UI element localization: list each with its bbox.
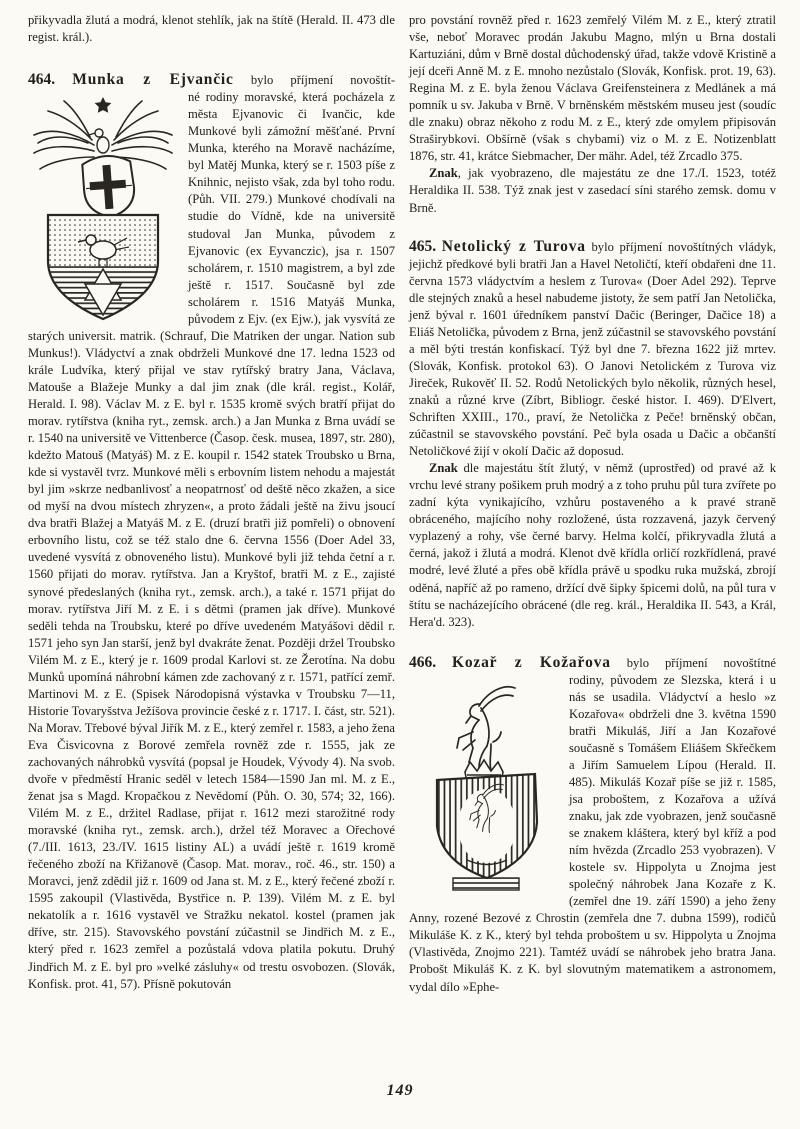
entry-464-title: Munka z Ejvančic — [72, 71, 234, 89]
left-column — [28, 12, 395, 996]
munka-coat-of-arms-drawing — [28, 93, 178, 323]
right-column — [409, 12, 776, 996]
entry-466-title: Kozař z Kožařova — [452, 653, 611, 671]
pedestal-base — [453, 878, 519, 890]
page-number: 149 — [386, 1082, 414, 1099]
jousting-helm — [82, 154, 136, 218]
kozar-coat-of-arms-drawing — [409, 676, 559, 896]
entry-464-body: né rodiny moravské, která pocházela z města Ejvanovic či Ivančic, kde Munkové byli zámožní měšťané. První Munka, kterého na Moravě nacházíme, byl Matěj Munka, který se r. 1503 píše z Knihnic, nejisto však, zda byl toho rodu. (Půh. VII. 279.) Munkové chodívali na studie do Vídně, kde na universitě studoval Jan Munka, původem z Ejvanovic (ex Eyvanczic), jsa r. 1507 scholárem, r. 1510 magistrem, a byl zde ještě r. 1517. Současně byl zde scholárem r. 1516 Matyáš Munka, původem z Ejv. (ex Ejw.), jak vysvítá ze starých universit. matrik. (Schrauf, Die Matriken der ungar. Nation sub Munkus!). Vládyctví a znak obdrželi Munkové dne 17. ledna 1523 od krále Ludvíka, který přijal ve stav rytířský bratry Jana, Václava, Matouše a Blažeje Munky a dal jim znak (dle král. regist., Kolář, Herald. I. 98). Václav M. z E. byl r. 1535 kromě svých bratří přijat do morav. rytířstva (kniha ryt., zemsk. arch.) a Jan Munka z Brna uvádí se r. 1540 na universitě ve Vittenberce (Časop. česk. musea, 1897, str. 280), kdežto Matouš (Matyáš) M. z E. koupil r. 1542 statek Troubsko u Brna, kde si vystavěl tvrz. Munkové měli s erbovním listem nehodu a majestát byl jim »skrze nedbanlivosť a neopatrnosť od deště něco zkažen, a sice od myší na dvou místech zhryzen«, a proto žádali ještě na živu jsoucí dva bratři Blažej a Matyáš M. z E. (druzí bratři již pomřeli) o obnovení erbovního listu, což se též stalo dne 6. června 1556 (Doer Adel 33, uvedené vysvítá z obnoveného listu). Munkové byli již tehda četní a r. 1560 přijati do morav. rytířstva. Jan a Kryštof, bratři M. z E., zajisté synové předeslaných (kniha ryt., zemsk. arch.), a také r. 1571 přijat do morav. rytířstva Jiří M. z E. i s dětmi (pramen jak dříve). Munkové seděli tehda na Troubsku, které po dříve uvedeném Matyášovi dědil r. 1571 jeho syn Jan starší, jenž byl dvakráte ženat. Později držel Troubsko Vilém M. z E., který je r. 1609 prodal Karlovi st. ze Žerotína. Na dobu Munků upomíná náhrobní kámen zde zachovaný z r. 1571, patřící zemř. Martinovi M. z E. (Spisek Národopisná výstavka v Troubsku 7—11, Historie Tovaryšstva Ježíšova provincie české z r. 1717. I. část, str. 521). Na Morav. Třebové býval Jiřík M. z E., který zemřel r. 1583, a jeho žena Eva Čisvicovna z Borové zemřela rovněž zde r. 1555, jak ze zachovaných náhrobků vysvítá (popsal je Houdek, Vývody 4). Na svob. dvoře v předměstí Hranic seděl v letech 1584—1590 Jan ml. M. z E., ženat jsa s Magd. Kropačkou z Nevědomí (Půh. O. 30, 574; 32, 166). Vilém M. z E., držitel Radlase, přijat r. 1612 mezi starožitné rody moravské (kniha ryt., zemsk. arch.), držel též Moravec a Ořechové (7./III. 1613, 23./IV. 1615 listiny AL) a uvádí ještě r. 1619 kromě řečeného zboží na Křižanově (Časop. Mat. morav., roč. 46., str. 150) a Moravci, jenž zdědil již r. 1609 od Jana st. M. z E., který řečené zboží r. 1595 zakoupil (Vlastivěda, Bystřice n. P. 139). Vilém M. z E. byl nekatolík a r. 1616 vystavěl ve Stražku nekatol. kostel (pramen jak dříve, str. 215). Stavovského povstání zúčastnil se Jindřich M. z E., který před r. 1623 zemřel a pozůstalá vdova platila pokutu. Druhý Jindřich M. z E. byl pro »velké zásluhy« od trestu osvobozen. (Slovák, Konfisk. prot. 41, 57). Přísně pokutován — [28, 90, 395, 991]
continuation-paragraph-right: pro povstání rovněž před r. 1623 zemřelý Vilém M. z E., který ztratil vše, neboť Moravec prodán Jakubu Magno, mlýn u Brna dostali Kartuziáni, dům v Brně dostal důchodenský úřad, takže vdově Kristině a její dceři Anně M. z E. mnoho nezůstalo (Slovák, Konfisk. prot. 19, 63). Regina M. z E. byla ženou Václava Greifensteinera z Medlánek a má pomník u sv. Jakuba v Brně. V brněnském městském museu jest (soudíc dle znaku) obraz někoho z rodu M. z E., který zde omylem připisován Straširybkovi. Obšírně (však s chybami) viz o M. z E. Notizenblatt 1876, str. 41, krátce Siebmacher, Der mähr. Adel, též Zrcadlo 375. — [409, 13, 776, 164]
znak-464-paragraph — [409, 165, 776, 216]
munka-coat-of-arms-illustration — [28, 93, 178, 323]
kozar-coat-of-arms-illustration — [409, 676, 559, 896]
entry-466-number: 466. — [409, 653, 437, 671]
entry-466-body: rodiny, původem ze Slezska, která i u nás se usadila. Vládyctví a heslo »z Kozařova« obdrželi dne 3. května 1590 bratři Mikuláš, Jiří a Jan Kozařové současně s Tomášem Eliášem Skřečkem a Jiřím Samuelem Lípou (Herald. II. 485). Mikuláš Kozař píše se již r. 1585, jsa proboštem, z Kozařova a užívá znaku, jak zde vyobrazen, jenž současně se znakem kláštera, který byl kříž a pod ním hvězda (Zrcadlo 253 vyobrazen). V kostele sv. Hippolyta u Znojma jest společný náhrobek Jana Kozaře z K. (zemřel dne 19. září 1590) a jeho ženy Anny, rozené Bezové z Chrostin (zemřela dne 7. dubna 1599), rodičů Mikuláše K. z K., který byl tehda proboštem u sv. Hippolyta u Znojma (Vlastivěda, Znojmo 221). Tamtéž uvádí se náhrobek jeho bratra Jana. Probošt Mikuláš K. z K. byl slovutným matematikem a astronomem, vydal dílo »Ephe- — [409, 672, 776, 994]
crest-star — [95, 97, 112, 113]
znak-465-text: dle majestátu štít žlutý, v němž (uprostřed) od pravé až k vrchu levé strany pošikem pruh modrý a z toho pruhu půl tura zvířete po zadní kýta vynikajícího, vzhůru postaveného a k pravé straně obráceného, majícího nohy rozložené, ústa rozzavená, jazyk červený vyplazený a rohy, vše černé barvy. Helma kolčí, přikryvadla žlutá a černá, jakož i žlutá a modrá. Klenot dvě křídla orličí rozkřídlená, pravé modré, levé žluté a přes obě křídla právě u spodku ruka mužská, zbrojí oděná, napříč až po rameno, držící dvě šipky špicemi dolů, na půl tura v štítu se nacházejícího obrácené (dle reg. král., Heraldika II. 543, a Král, Hera'd. 323). — [409, 461, 776, 629]
entry-466-body-block — [409, 672, 776, 996]
crest-bird — [89, 129, 109, 153]
entry-465-paragraph — [409, 239, 776, 461]
znak-465-label: Znak — [429, 461, 458, 476]
entry-465-title: Netolický z Turova — [441, 237, 586, 255]
entry-464-number: 464. — [28, 71, 56, 89]
entry-466-heading — [409, 655, 776, 672]
znak-464-text: , jak vyobrazeno, dle majestátu ze dne 17./I. 1523, totéž Heraldika II. 538. Týž znak jest v zasedací síni starého zemsk. domu v Brně. — [409, 166, 776, 215]
continuation-paragraph-left: přikyvadla žlutá a modrá, klenot stehlík, jak na štítě (Herald. II. 473 dle regist. král.). — [28, 13, 395, 45]
entry-466-head-text: bylo příjmení novoštítné — [626, 655, 776, 670]
entry-464-head-text: bylo příjmení novoštít- — [250, 73, 396, 88]
entry-465-number: 465. — [409, 237, 437, 255]
znak-465-paragraph — [409, 460, 776, 630]
entry-465-body: bylo příjmení novoštítných vládyk, jejichž předkové byli bratři Jan a Havel Netoličtí, kteří obdařeni dne 11. června 1573 vládyctvím a heslem z Turova« (Doer Adel 292). Teprve dle stejných znaků a hesel nabudeme jistoty, že sem patří Jan Netolička, jenž býval r. 1601 úředníkem panství Dačic (Beringer, Dačice 18) a Eliáš Netolička, původem z Brna, jenž zúčastnil se stavovského povstání a měl býti trestán konfiskací. Týž byl dne 7. března 1622 již mrtev. (Slovák, Konfisk. protokol 63). O Janovi Netolickém z Turova viz Jireček, Rukověť II. 52. Rodů Netolických bylo několik, různých hesel, znaků a různé krve (Zíbrt, Bibliogr. české histor. I. 469). D'Elvert, Schriften XXIII., 170., praví, že Netolička z Peče! brněnský občan, zúčastnil se stavovského povstání. Peč byla osada u Dačic a občanští Netoličkové žijí v okolí Dačic až doposud. — [409, 239, 777, 459]
entry-464-body-block — [28, 89, 395, 992]
crest-goat — [457, 686, 515, 769]
entry-464-heading — [28, 72, 395, 89]
znak-464-label: Znak — [429, 166, 458, 181]
